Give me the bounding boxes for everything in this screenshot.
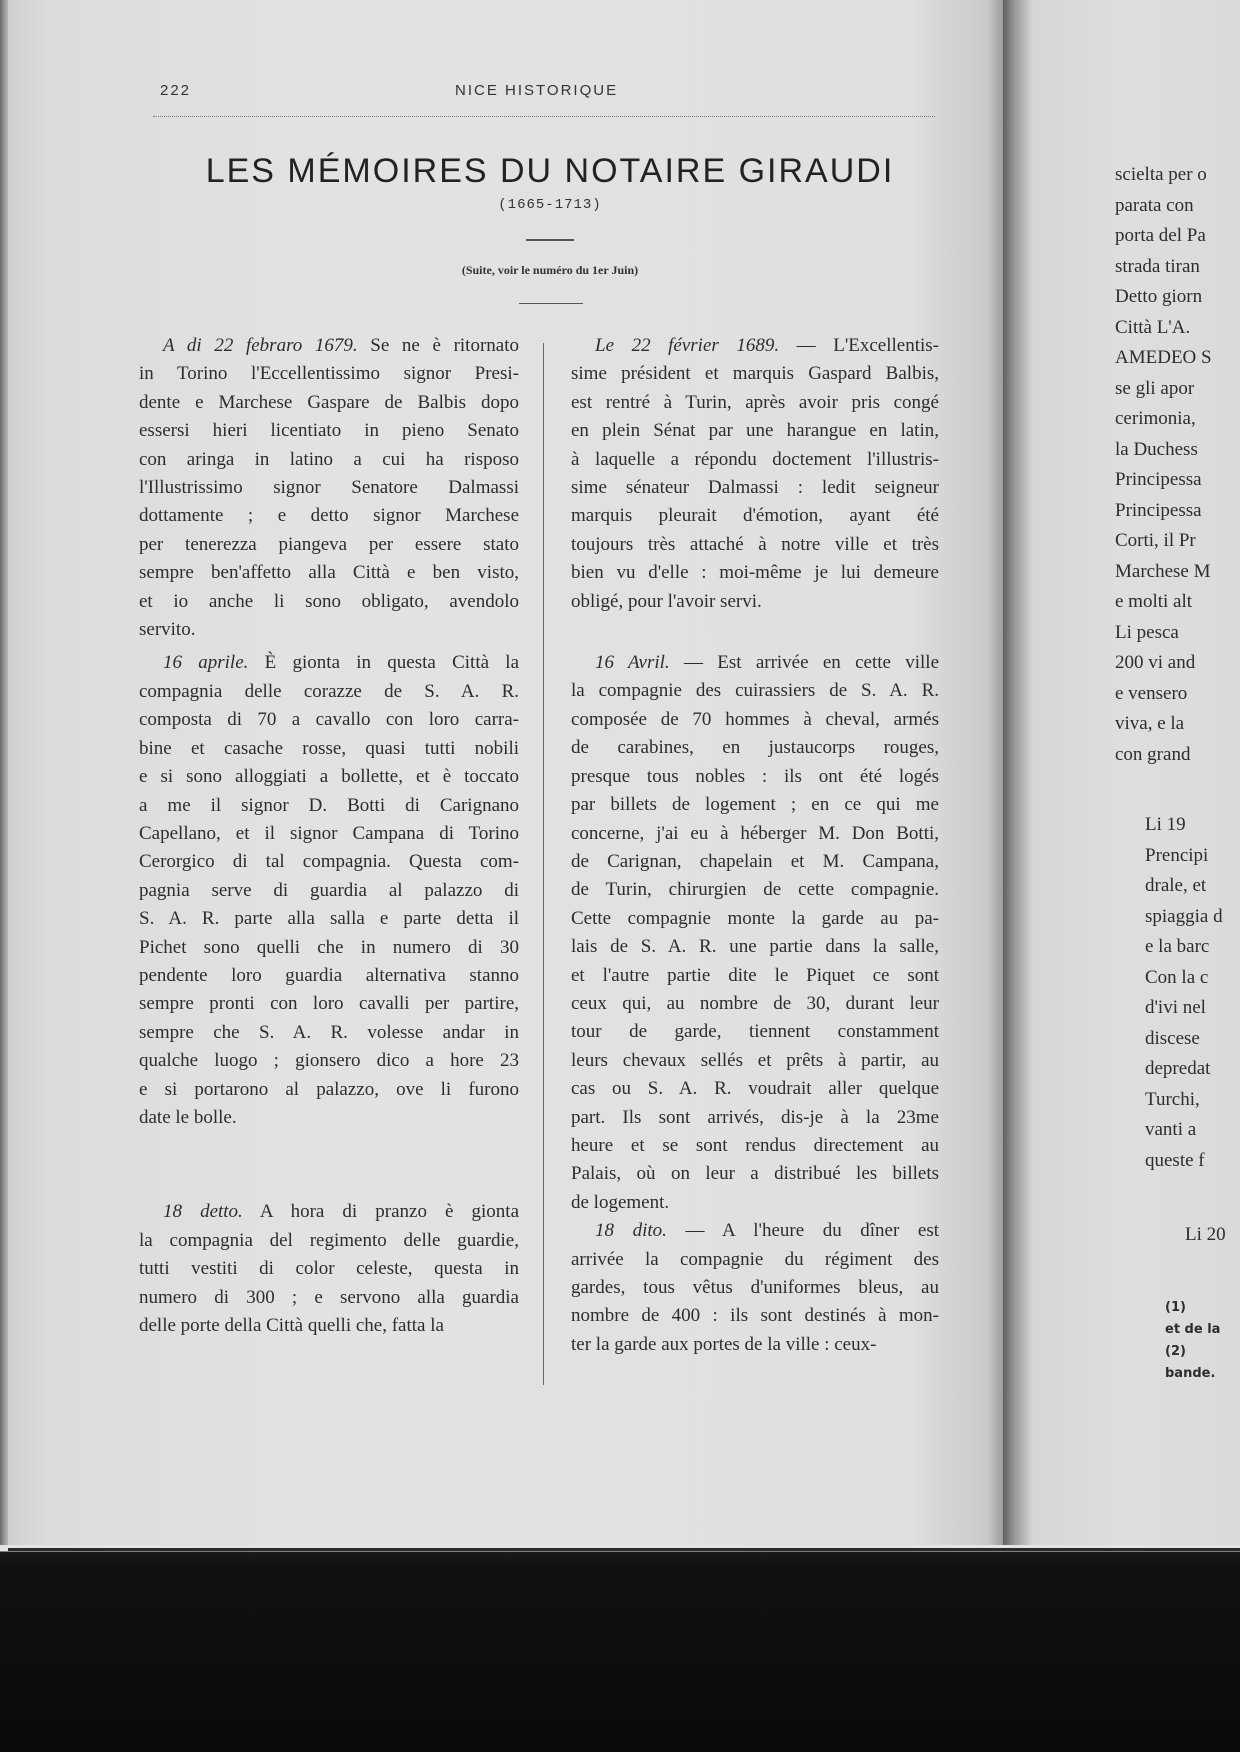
text-line: [571, 677, 939, 705]
text-line: [571, 1189, 939, 1217]
line-text: nombre de 400 : ils sont destinés à mon-: [571, 1305, 939, 1327]
facing-line: strada tiran: [1115, 255, 1200, 277]
line-text: et io anche li sono obligato, avendolo: [139, 590, 519, 612]
line-text: tour de garde, tiennent constamment: [571, 1021, 939, 1043]
text-line: [571, 559, 939, 587]
line-text: ter la garde aux portes de la ville : ceux-: [571, 1333, 877, 1355]
line-text: arrivée la compagnie du régiment des: [571, 1248, 939, 1270]
facing-line: Detto giorn: [1115, 286, 1203, 307]
text-line: [139, 502, 519, 530]
facing-line: Con la c: [1145, 966, 1209, 988]
line-text: obligé, pour l'avoir servi.: [571, 590, 762, 612]
facing-page-footnotes: [1165, 1297, 1220, 1385]
line-text: de carabines, en justaucorps rouges,: [571, 737, 939, 759]
facing-line: drale, et: [1145, 875, 1207, 896]
line-text: bien vu d'elle : moi-même je lui demeure: [571, 562, 939, 584]
text-line: [139, 934, 519, 962]
facing-line: se gli apor: [1115, 377, 1195, 399]
text-line: [571, 1132, 939, 1160]
article-title: LES MÉMOIRES DU NOTAIRE GIRAUDI: [205, 152, 895, 190]
text-line: [571, 502, 939, 530]
paragraph-date: 16 Avril.: [595, 652, 670, 674]
text-line: [571, 1274, 939, 1302]
line-text: et l'autre partie dite le Piquet ce sont: [571, 964, 939, 986]
article-dates: (1665-1713): [498, 197, 602, 213]
text-line: [571, 905, 939, 933]
line-text: in Torino l'Eccellentissimo signor Presi-: [139, 363, 519, 385]
text-line: [139, 990, 519, 1018]
italian-paragraph-1: [139, 332, 519, 644]
facing-line: Città L'A.: [1115, 316, 1191, 338]
facing-line: Li pesca: [1115, 621, 1179, 643]
facing-line: AMEDEO S: [1115, 347, 1212, 368]
text-line: [139, 763, 519, 791]
line-text: sempre ben'affetto alla Città e ben visto,: [139, 562, 519, 584]
text-line: [139, 649, 519, 677]
facing-line: (1): [1165, 1300, 1186, 1315]
facing-line: depredat: [1145, 1058, 1211, 1079]
text-line: [571, 1331, 939, 1359]
italian-paragraph-2: [139, 649, 519, 1132]
text-line: [571, 1217, 939, 1245]
facing-line: queste f: [1145, 1149, 1205, 1171]
line-text: part. Ils sont arrivés, dis-je à la 23me: [571, 1106, 939, 1128]
line-text: Cette compagnie monte la garde au pa-: [571, 907, 939, 929]
facing-line: Turchi,: [1145, 1088, 1200, 1110]
line-text: essersi hieri licentiato in pieno Senato: [139, 420, 519, 442]
facing-line: la Duchess: [1115, 438, 1198, 460]
column-divider: [543, 343, 544, 1385]
line-text: composée de 70 hommes à cheval, armés: [571, 708, 939, 730]
line-text: delle porte della Città quelli che, fatta la: [139, 1315, 444, 1336]
suite-note: (Suite, voir le numéro du 1er Juin): [461, 263, 639, 277]
line-text: Palais, où on leur a distribué les billets: [571, 1163, 939, 1185]
text-line: [139, 616, 519, 644]
text-line: [571, 820, 939, 848]
facing-line: Marchese M: [1115, 560, 1211, 582]
line-text: heure et se sont rendus directement au: [571, 1134, 939, 1156]
line-text: de Turin, chirurgien de cette compagnie.: [571, 879, 939, 901]
facing-line: discese: [1145, 1027, 1200, 1049]
text-line: [571, 791, 939, 819]
line-text: con aringa in latino a cui ha risposo: [139, 448, 519, 470]
line-text: gardes, tous vêtus d'uniformes bleus, au: [571, 1277, 939, 1298]
line-text: e si portarono al palazzo, ove li furono: [139, 1078, 519, 1100]
text-line: [139, 962, 519, 990]
line-text: sime sénateur Dalmassi : ledit seigneur: [571, 477, 939, 499]
line-text: dente e Marchese Gaspare de Balbis dopo: [139, 391, 519, 413]
facing-line: 200 vi and: [1115, 652, 1196, 673]
line-text: date le bolle.: [139, 1106, 237, 1128]
page-header: [155, 82, 935, 106]
paragraph-date: 16 aprile.: [163, 652, 249, 674]
facing-page-text-a: [1115, 160, 1212, 770]
facing-line: porta del Pa: [1115, 225, 1206, 246]
line-text: presque tous nobles : ils ont été logés: [571, 765, 939, 787]
text-line: [571, 389, 939, 417]
text-line: [139, 446, 519, 474]
french-paragraph-3: [571, 1217, 939, 1359]
text-line: [139, 1019, 519, 1047]
line-text: composta di 70 a cavallo con loro carra-: [139, 709, 519, 731]
line-text: Se ne è ritornato: [370, 335, 520, 356]
text-line: [571, 933, 939, 961]
line-text: Capellano, et il signor Campana di Torino: [139, 822, 519, 844]
text-line: [139, 1227, 519, 1255]
running-head: NICE HISTORIQUE: [455, 82, 619, 99]
text-line: [571, 531, 939, 559]
text-line: [139, 389, 519, 417]
facing-line: Corti, il Pr: [1115, 530, 1196, 551]
paragraph-date: A di 22 febraro 1679.: [163, 335, 358, 356]
french-paragraph-1: [571, 332, 939, 616]
text-line: [139, 1255, 519, 1283]
facing-line: e molti alt: [1115, 591, 1193, 612]
line-text: la compagnia del regimento delle guardie,: [139, 1229, 519, 1251]
line-text: compagnia delle corazze de S. A. R.: [139, 680, 519, 702]
text-line: [571, 990, 939, 1018]
facing-line: cerimonia,: [1115, 408, 1196, 429]
text-line: [139, 792, 519, 820]
text-line: [139, 531, 519, 559]
facing-line: Principessa: [1115, 499, 1202, 521]
text-line: [139, 678, 519, 706]
line-text: qualche luogo ; gionsero dico a hore 23: [139, 1050, 519, 1072]
text-line: [571, 332, 939, 360]
line-text: Pichet sono quelli che in numero di 30: [139, 936, 519, 958]
facing-line: d'ivi nel: [1145, 997, 1206, 1018]
line-text: tutti vestiti di color celeste, questa in: [139, 1258, 519, 1280]
line-text: l'Illustrissimo signor Senatore Dalmassi: [139, 477, 519, 499]
facing-line: vanti a: [1145, 1119, 1197, 1140]
line-text: de Carignan, chapelain et M. Campana,: [571, 850, 939, 872]
page-edge-line: [8, 1548, 1240, 1551]
line-text: cas ou S. A. R. voudrait aller quelque: [571, 1078, 939, 1100]
text-line: [571, 1246, 939, 1274]
text-line: [571, 446, 939, 474]
line-text: Cerorgico di tal compagnia. Questa com-: [139, 851, 519, 873]
line-text: toujours très attaché à notre ville et très: [571, 533, 939, 555]
text-line: [571, 360, 939, 388]
italian-paragraph-3: [139, 1198, 519, 1340]
facing-line: et de la: [1165, 1322, 1221, 1337]
line-text: servito.: [139, 619, 196, 641]
line-text: à laquelle a répondu doctement l'illustris-: [571, 448, 939, 470]
text-line: [139, 1312, 519, 1340]
facing-line: con grand: [1115, 743, 1191, 765]
line-text: pendente loro guardia alternativa stanno: [139, 964, 519, 986]
title-rule: [526, 239, 574, 241]
line-text: concerne, j'ai eu à héberger M. Don Botti,: [571, 822, 939, 844]
text-line: [139, 706, 519, 734]
text-line: [139, 735, 519, 763]
text-line: [571, 962, 939, 990]
text-line: [571, 734, 939, 762]
line-text: dottamente ; e detto signor Marchese: [139, 505, 519, 527]
french-paragraph-2: [571, 649, 939, 1217]
text-line: [571, 848, 939, 876]
facing-line: viva, e la: [1115, 713, 1185, 734]
text-line: [139, 877, 519, 905]
line-text: — Est arrivée en cette ville: [683, 652, 939, 674]
line-text: lais de S. A. R. une partie dans la salle,: [571, 936, 939, 958]
line-text: a me il signor D. Botti di Carignano: [139, 794, 519, 816]
facing-line: (2): [1165, 1344, 1186, 1359]
facing-line: Li 19: [1145, 814, 1186, 835]
text-line: [139, 1047, 519, 1075]
text-line: [139, 360, 519, 388]
line-text: en plein Sénat par une harangue en latin,: [571, 420, 939, 442]
line-text: — A l'heure du dîner est: [685, 1220, 940, 1242]
line-text: S. A. R. parte alla salla e parte detta il: [139, 908, 519, 930]
text-line: [139, 848, 519, 876]
line-text: pagnia serve di guardia al palazzo di: [139, 879, 519, 901]
line-text: sime président et marquis Gaspard Balbis,: [571, 363, 939, 385]
line-text: sempre pronti con loro cavalli per partire,: [139, 993, 519, 1015]
line-text: A hora di pranzo è gionta: [259, 1201, 519, 1223]
text-line: [571, 1018, 939, 1046]
line-text: est rentré à Turin, après avoir pris congé: [571, 391, 939, 413]
text-line: [571, 1047, 939, 1075]
page-number: 222: [160, 82, 192, 99]
text-line: [139, 905, 519, 933]
text-line: [139, 1076, 519, 1104]
scanner-bed: [0, 1545, 1240, 1752]
facing-line: Principessa: [1115, 469, 1202, 490]
facing-line: scielta per o: [1115, 164, 1207, 185]
text-line: [571, 417, 939, 445]
facing-page-text-b: [1145, 810, 1223, 1176]
text-line: [571, 474, 939, 502]
text-line: [139, 588, 519, 616]
line-text: de logement.: [571, 1191, 670, 1213]
suite-rule: [519, 303, 583, 304]
text-line: [139, 332, 519, 360]
paragraph-date: 18 dito.: [595, 1220, 667, 1242]
text-line: [139, 1104, 519, 1132]
text-line: [571, 649, 939, 677]
text-line: [139, 820, 519, 848]
line-text: bine et casache rosse, quasi tutti nobili: [139, 737, 519, 759]
line-text: — L'Excellentis-: [796, 335, 939, 356]
text-line: [139, 417, 519, 445]
line-text: sempre che S. A. R. volesse andar in: [139, 1021, 519, 1043]
line-text: e si sono alloggiati a bollette, et è toccato: [139, 766, 519, 788]
facing-line: bande.: [1165, 1366, 1216, 1381]
text-line: [571, 1302, 939, 1330]
paragraph-date: 18 detto.: [163, 1201, 243, 1223]
line-text: per tenerezza piangeva per essere stato: [139, 533, 519, 555]
facing-page-text-c: Li 20: [1185, 1224, 1226, 1245]
text-line: [139, 559, 519, 587]
french-column: [571, 332, 939, 1359]
text-line: [571, 1104, 939, 1132]
text-line: [139, 474, 519, 502]
text-line: [571, 588, 939, 616]
italian-column: [139, 332, 519, 1340]
text-line: [139, 1198, 519, 1226]
line-text: ceux qui, au nombre de 30, durant leur: [571, 992, 939, 1014]
line-text: marquis pleurait d'émotion, ayant été: [571, 505, 939, 527]
facing-line: parata con: [1115, 194, 1194, 216]
text-line: [571, 876, 939, 904]
line-text: numero di 300 ; e servono alla guardia: [139, 1286, 519, 1308]
text-line: [571, 763, 939, 791]
line-text: È gionta in questa Città la: [264, 652, 519, 674]
paragraph-date: Le 22 février 1689.: [595, 335, 780, 356]
text-line: [139, 1284, 519, 1312]
facing-line: Prencipi: [1145, 844, 1209, 866]
header-rule: [153, 116, 935, 117]
facing-line: spiaggia d: [1145, 905, 1223, 927]
line-text: par billets de logement ; en ce qui me: [571, 794, 939, 816]
facing-line: e vensero: [1115, 682, 1188, 704]
text-line: [571, 1075, 939, 1103]
line-text: la compagnie des cuirassiers de S. A. R.: [571, 680, 939, 702]
text-line: [571, 706, 939, 734]
facing-line: e la barc: [1145, 936, 1210, 957]
text-line: [571, 1160, 939, 1188]
line-text: leurs chevaux sellés et prêts à partir, au: [571, 1049, 939, 1071]
